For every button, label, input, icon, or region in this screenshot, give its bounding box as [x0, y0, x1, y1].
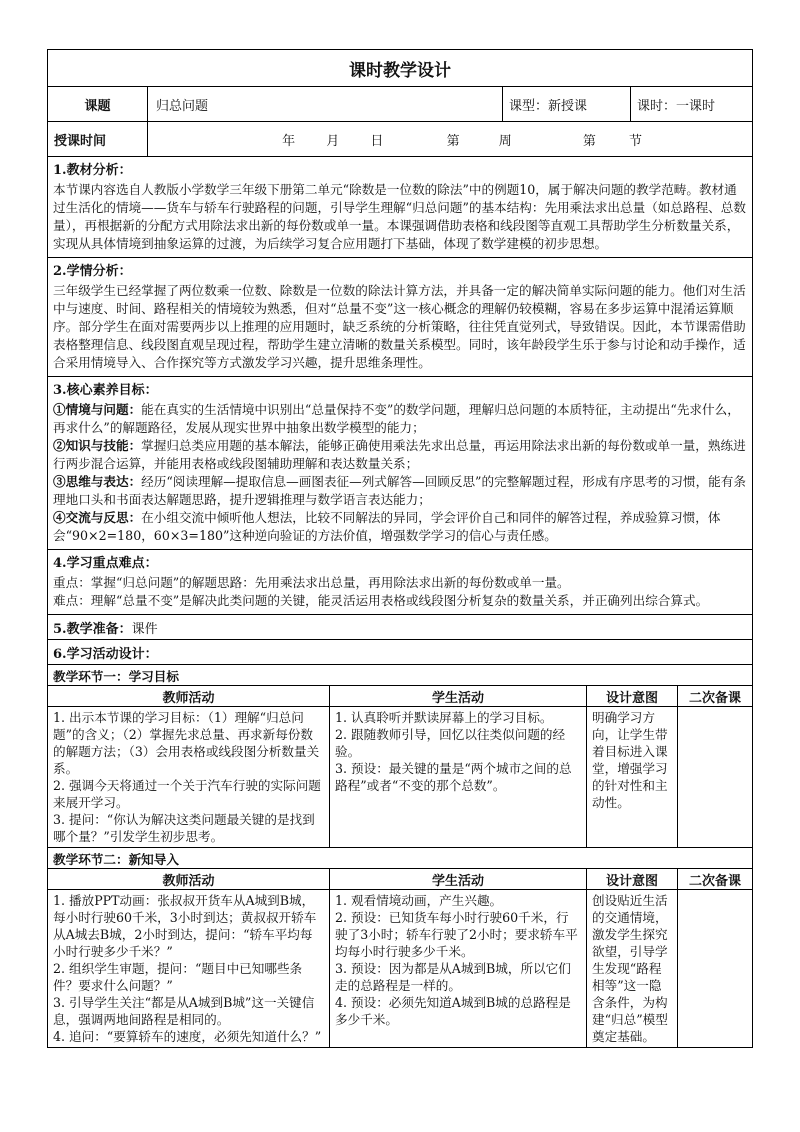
- link-2-student-activity: [330, 890, 587, 1048]
- section-textbook-analysis: [48, 157, 753, 258]
- list-item: 2. 跟随教师引导，回忆以往类似问题的经验。: [335, 727, 566, 759]
- list-item: 1. 播放PPT动画：张叔叔开货车从A城到B城，每小时行驶60千米，3小时到达；黄叔叔开轿车从A城去B城，2小时到达，提问：“轿车平均每小时行驶多少千米？”: [53, 893, 317, 959]
- list-item: 3. 预设：因为都是从A城到B城，所以它们走的总路程是一样的。: [335, 961, 571, 993]
- lesson-type-value: 新授课: [548, 98, 588, 114]
- section-key-points: [48, 550, 753, 615]
- list-item: 1. 认真聆听并默读屏幕上的学习目标。: [335, 710, 553, 725]
- difficult-point: 难点：理解“总量不变”是解决此类问题的关键，能灵活运用表格或线段图分析复杂的数量关系，并正确列出综合算式。: [53, 593, 709, 608]
- key-point: 重点：掌握“归总问题”的解题思路：先用乘法求出总量，再用除法求出新的每份数或单一量。: [53, 575, 570, 590]
- section-title: 5.教学准备：: [53, 621, 132, 637]
- time-day: 日: [370, 133, 384, 149]
- goal-text: 掌握归总类应用题的基本解法，能够正确使用乘法先求出总量，再运用除法求出新的每份数或单一量，熟练进行两步混合运算，并能用表格或线段图辅助理解和表达数量关系；: [53, 438, 746, 471]
- time-section-prefix: 第: [582, 133, 596, 149]
- link-2-revision: [678, 890, 753, 1048]
- col-header-intent: 设计意图: [587, 686, 678, 707]
- lesson-type: [503, 87, 631, 122]
- time-year: 年: [282, 133, 296, 149]
- topic-value: 归总问题: [148, 87, 503, 122]
- section-activity-design: 6.学习活动设计：: [48, 640, 753, 665]
- time-fields: [148, 122, 753, 157]
- col-header-teacher: 教师活动: [48, 686, 330, 707]
- goal-item: [53, 401, 747, 437]
- col-header-teacher: 教师活动: [48, 869, 330, 890]
- col-header-student: 学生活动: [330, 686, 587, 707]
- col-header-revision: 二次备课: [678, 686, 753, 707]
- goal-text: 经历“阅读理解—提取信息—画图表征—列式解答—回顾反思”的完整解题过程，形成有序思考的习惯，能有条理地口头和书面表达解题思路，提升逻辑推理与数学语言表达能力；: [53, 474, 746, 507]
- list-item: 2. 预设：已知货车每小时行驶60千米，行驶了3小时；轿车行驶了2小时；要求轿车平均每小时行驶多少千米。: [335, 910, 578, 959]
- section-preparation: [48, 615, 753, 640]
- section-body: 三年级学生已经掌握了两位数乘一位数、除数是一位数的除法计算方法，并具备一定的解决简单实际问题的能力。他们对生活中与速度、时间、路程相关的情境较为熟悉，但对“总量不变”这一核心概念的理解仍较模糊，容易在多步运算中混淆运算顺序。部分学生在面对需要两步以上推理的应用题时，缺乏系统的分析策略，往往凭直觉列式，导致错误。因此，本节课需借助表格整理信息、线段图直观呈现过程，帮助学生建立清晰的数量关系模型。同时，该年龄段学生乐于参与讨论和动手操作，适合采用情境导入、合作探究等方式激发学习兴趣，提升思维条理性。: [53, 283, 746, 370]
- goal-text: 能在真实的生活情境中识别出“总量保持不变”的数学问题，理解归总问题的本质特征，主动提出“先求什么，再求什么”的解题路径，发展从现实世界中抽象出数学模型的能力；: [53, 402, 740, 435]
- topic-label: 课题: [48, 87, 148, 122]
- link-1-revision: [678, 707, 753, 848]
- teaching-link-2-title: 教学环节二：新知导入: [48, 848, 753, 869]
- time-month: 月: [326, 133, 340, 149]
- goal-label: ①情境与问题：: [53, 402, 142, 417]
- goal-label: ③思维与表达：: [53, 474, 142, 489]
- section-body: 本节课内容选自人教版小学数学三年级下册第二单元“除数是一位数的除法”中的例题10，属于解决问题的教学范畴。教材通过生活化的情境——货车与轿车行驶路程的问题，引导学生理解“归总问题”的基本结构：先用乘法求出总量（如总路程、总数量），再根据新的分配方式用除法求出新的每份数或单一量。本课强调借助表格和线段图等直观工具帮助学生分析数量关系，实现从具体情境到抽象运算的过渡，为后续学习复合应用题打下基础，体现了数学建模的初步思想。: [53, 182, 746, 251]
- link-1-design-intent: 明确学习方向，让学生带着目标进入课堂，增强学习的针对性和主动性。: [587, 707, 678, 848]
- link-2-teacher-activity: [48, 890, 330, 1048]
- section-title: 2.学情分析：: [53, 264, 132, 279]
- goal-item: [53, 437, 747, 473]
- col-header-revision: 二次备课: [678, 869, 753, 890]
- lesson-period: [631, 87, 753, 122]
- list-item: 3. 引导学生关注“都是从A城到B城”这一关键信息，强调两地间路程是相同的。: [53, 995, 315, 1027]
- goal-text: 在小组交流中倾听他人想法，比较不同解法的异同，学会评价自己和同伴的解答过程，养成验算习惯，体会“90×2=180，60×3=180”这种逆向验证的方法价值，增强数学学习的信心与责任感。: [53, 510, 721, 543]
- col-header-student: 学生活动: [330, 869, 587, 890]
- list-item: 2. 强调今天将通过一个关于汽车行驶的实际问题来展开学习。: [53, 778, 321, 810]
- link-1-teacher-activity: [48, 707, 330, 848]
- goal-label: ④交流与反思：: [53, 510, 142, 525]
- lesson-type-label: 课型：: [509, 98, 549, 114]
- document-title: 课时教学设计: [48, 50, 753, 87]
- col-header-intent: 设计意图: [587, 869, 678, 890]
- link-2-design-intent: 创设贴近生活的交通情境，激发学生探究欲望，引导学生发现“路程相等”这一隐含条件，为构建“归总”模型奠定基础。: [587, 890, 678, 1048]
- list-item: 1. 出示本节课的学习目标：（1）理解“归总问题”的含义；（2）掌握先求总量、再求新每份数的解题方法；（3）会用表格或线段图分析数量关系。: [53, 710, 320, 776]
- section-title: 4.学习重点难点：: [53, 556, 158, 571]
- section-title: 3.核心素养目标：: [53, 383, 158, 398]
- list-item: 1. 观看情境动画，产生兴趣。: [335, 893, 503, 908]
- link-1-student-activity: [330, 707, 587, 848]
- time-week: 周: [498, 133, 512, 149]
- list-item: 2. 组织学生审题，提问：“题目中已知哪些条件？要求什么问题？”: [53, 961, 303, 993]
- goal-item: [53, 473, 747, 509]
- goal-item: [53, 509, 747, 545]
- lesson-period-label: 课时：: [637, 98, 677, 114]
- time-week-prefix: 第: [446, 133, 460, 149]
- preparation-value: 课件: [131, 621, 158, 637]
- list-item: 3. 提问：“你认为解决这类问题最关键的是找到哪个量？”引发学生初步思考。: [53, 812, 315, 844]
- lesson-period-value: 一课时: [676, 98, 716, 114]
- list-item: 3. 预设：最关键的量是“两个城市之间的总路程”或者“不变的那个总数”。: [335, 761, 572, 793]
- list-item: 4. 预设：必须先知道A城到B城的总路程是多少千米。: [335, 995, 571, 1027]
- goal-label: ②知识与技能：: [53, 438, 142, 453]
- time-label: 授课时间: [48, 122, 148, 157]
- time-section: 节: [628, 133, 642, 149]
- section-core-goals: [48, 377, 753, 550]
- lesson-plan-page: [47, 49, 752, 1048]
- section-student-analysis: [48, 258, 753, 377]
- lesson-plan-table: [47, 49, 753, 1048]
- list-item: 4. 追问：“要算轿车的速度，必须先知道什么？”: [53, 1029, 322, 1044]
- teaching-link-1-title: 教学环节一：学习目标: [48, 665, 753, 686]
- section-title: 1.教材分析：: [53, 163, 132, 178]
